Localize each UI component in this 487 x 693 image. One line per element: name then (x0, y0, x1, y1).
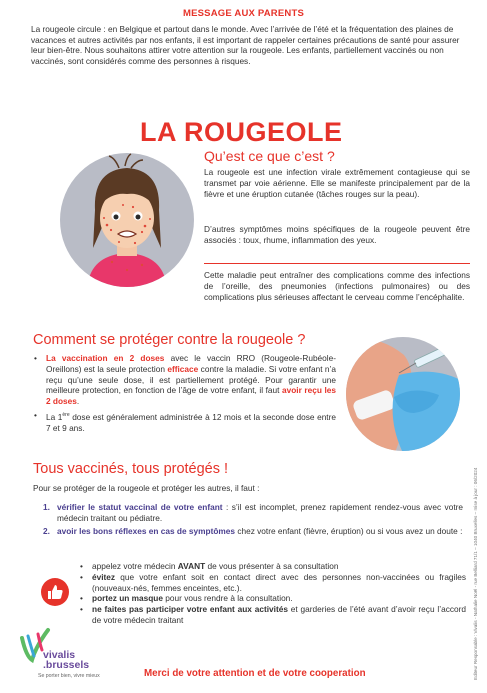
what-paragraph-3: Cette maladie peut entraîner des complications comme des infections de l’oreille, des pneumonies (infections pulmonaires) ou des complications plus sérieuses affectant le cerveau comme l’encéphalite. (204, 270, 470, 302)
logo-wordmark: vivalis .brussels (43, 649, 90, 671)
list-item: • portez un masque pour vous rendre à la consultation. (80, 593, 466, 604)
all-lead: Pour se protéger de la rougeole et protéger les autres, il faut : (33, 483, 260, 493)
divider (204, 263, 470, 264)
what-paragraph-1: La rougeole est une infection virale extrêmement contagieuse qui se transmet par voie aérienne. Elle se manifeste principalement par de la fièvre et une éruption cutanée (tâches rouges sur la peau). (204, 167, 470, 199)
list-item: • La 1ère dose est généralement administrée à 12 mois et la seconde dose entre 7 et 9 ans. (34, 410, 336, 433)
list-item: • ne faites pas participer votre enfant aux activités et garderies de l’été avant d’avoir reçu l’accord de votre médecin traitant (80, 604, 466, 626)
what-paragraph-2: D’autres symptômes moins spécifiques de la rougeole peuvent être associés : toux, rhume, inflammation des yeux. (204, 224, 470, 245)
list-item: 1. vérifier le statut vaccinal de votre enfant : s’il est incomplet, prenez rapidement rendez-vous avec votre médecin traitant ou pédiatre. (43, 502, 463, 523)
section-subtitle-what: Qu’est ce que c’est ? (204, 148, 335, 164)
intro-paragraph: La rougeole circule : en Belgique et partout dans le monde. Avec l’arrivée de l’été et la fréquentation des plaines de vacances et autres activités par nos enfants, il est important de rappeler certaines précautions de santé pour assurer leur bien-être. Nous souhaitons attirer votre attention sur la rougeole. Les enfants, partiellement vaccinés ou non vaccinés, sont considérés comme des personnes à risques. (31, 24, 460, 66)
steps-list (43, 502, 463, 536)
list-item: • évitez que votre enfant soit en contact direct avec des personnes non-vaccinées ou fragiles (nouveaux-nés, femmes enceintes, etc.). (80, 572, 466, 594)
thumbs-up-icon (40, 577, 70, 607)
protect-list (34, 353, 336, 433)
list-item: • appelez votre médecin AVANT de vous présenter à sa consultation (80, 561, 466, 572)
logo-tagline: Se porter bien, vivre mieux (38, 673, 100, 679)
vaccination-illustration (344, 335, 462, 453)
page-title: LA ROUGEOLE (140, 117, 343, 147)
list-item: • La vaccination en 2 doses avec le vaccin RRO (Rougeole-Rubéole-Oreillons) est la seule protection efficace contre la maladie. Si votre enfant n’a reçu qu’une seule dose, il est partiellement protégé. Pour garantir une meilleure protection, en fonction de l’âge de votre enfant, il faut avoir reçu les 2 doses. (34, 353, 336, 407)
section-title-all: Tous vaccinés, tous protégés ! (33, 461, 229, 477)
section-title-protect: Comment se protéger contre la rougeole ? (33, 332, 306, 348)
tips-list (80, 561, 466, 626)
footer-thanks: Merci de votre attention et de votre cooperation (144, 668, 366, 679)
page-header: MESSAGE AUX PARENTS (183, 8, 304, 19)
list-item: 2. avoir les bons réflexes en cas de symptômes chez votre enfant (fièvre, éruption) ou si vous avez un doute : (43, 525, 463, 536)
sick-child-illustration (57, 150, 197, 290)
publisher-note: Editeur Responsable : Vivalis - Nathalie Noël - rue Belliard 71/1 – 1040 Bruxelles – mise à jour : 06/2024 (473, 467, 478, 680)
